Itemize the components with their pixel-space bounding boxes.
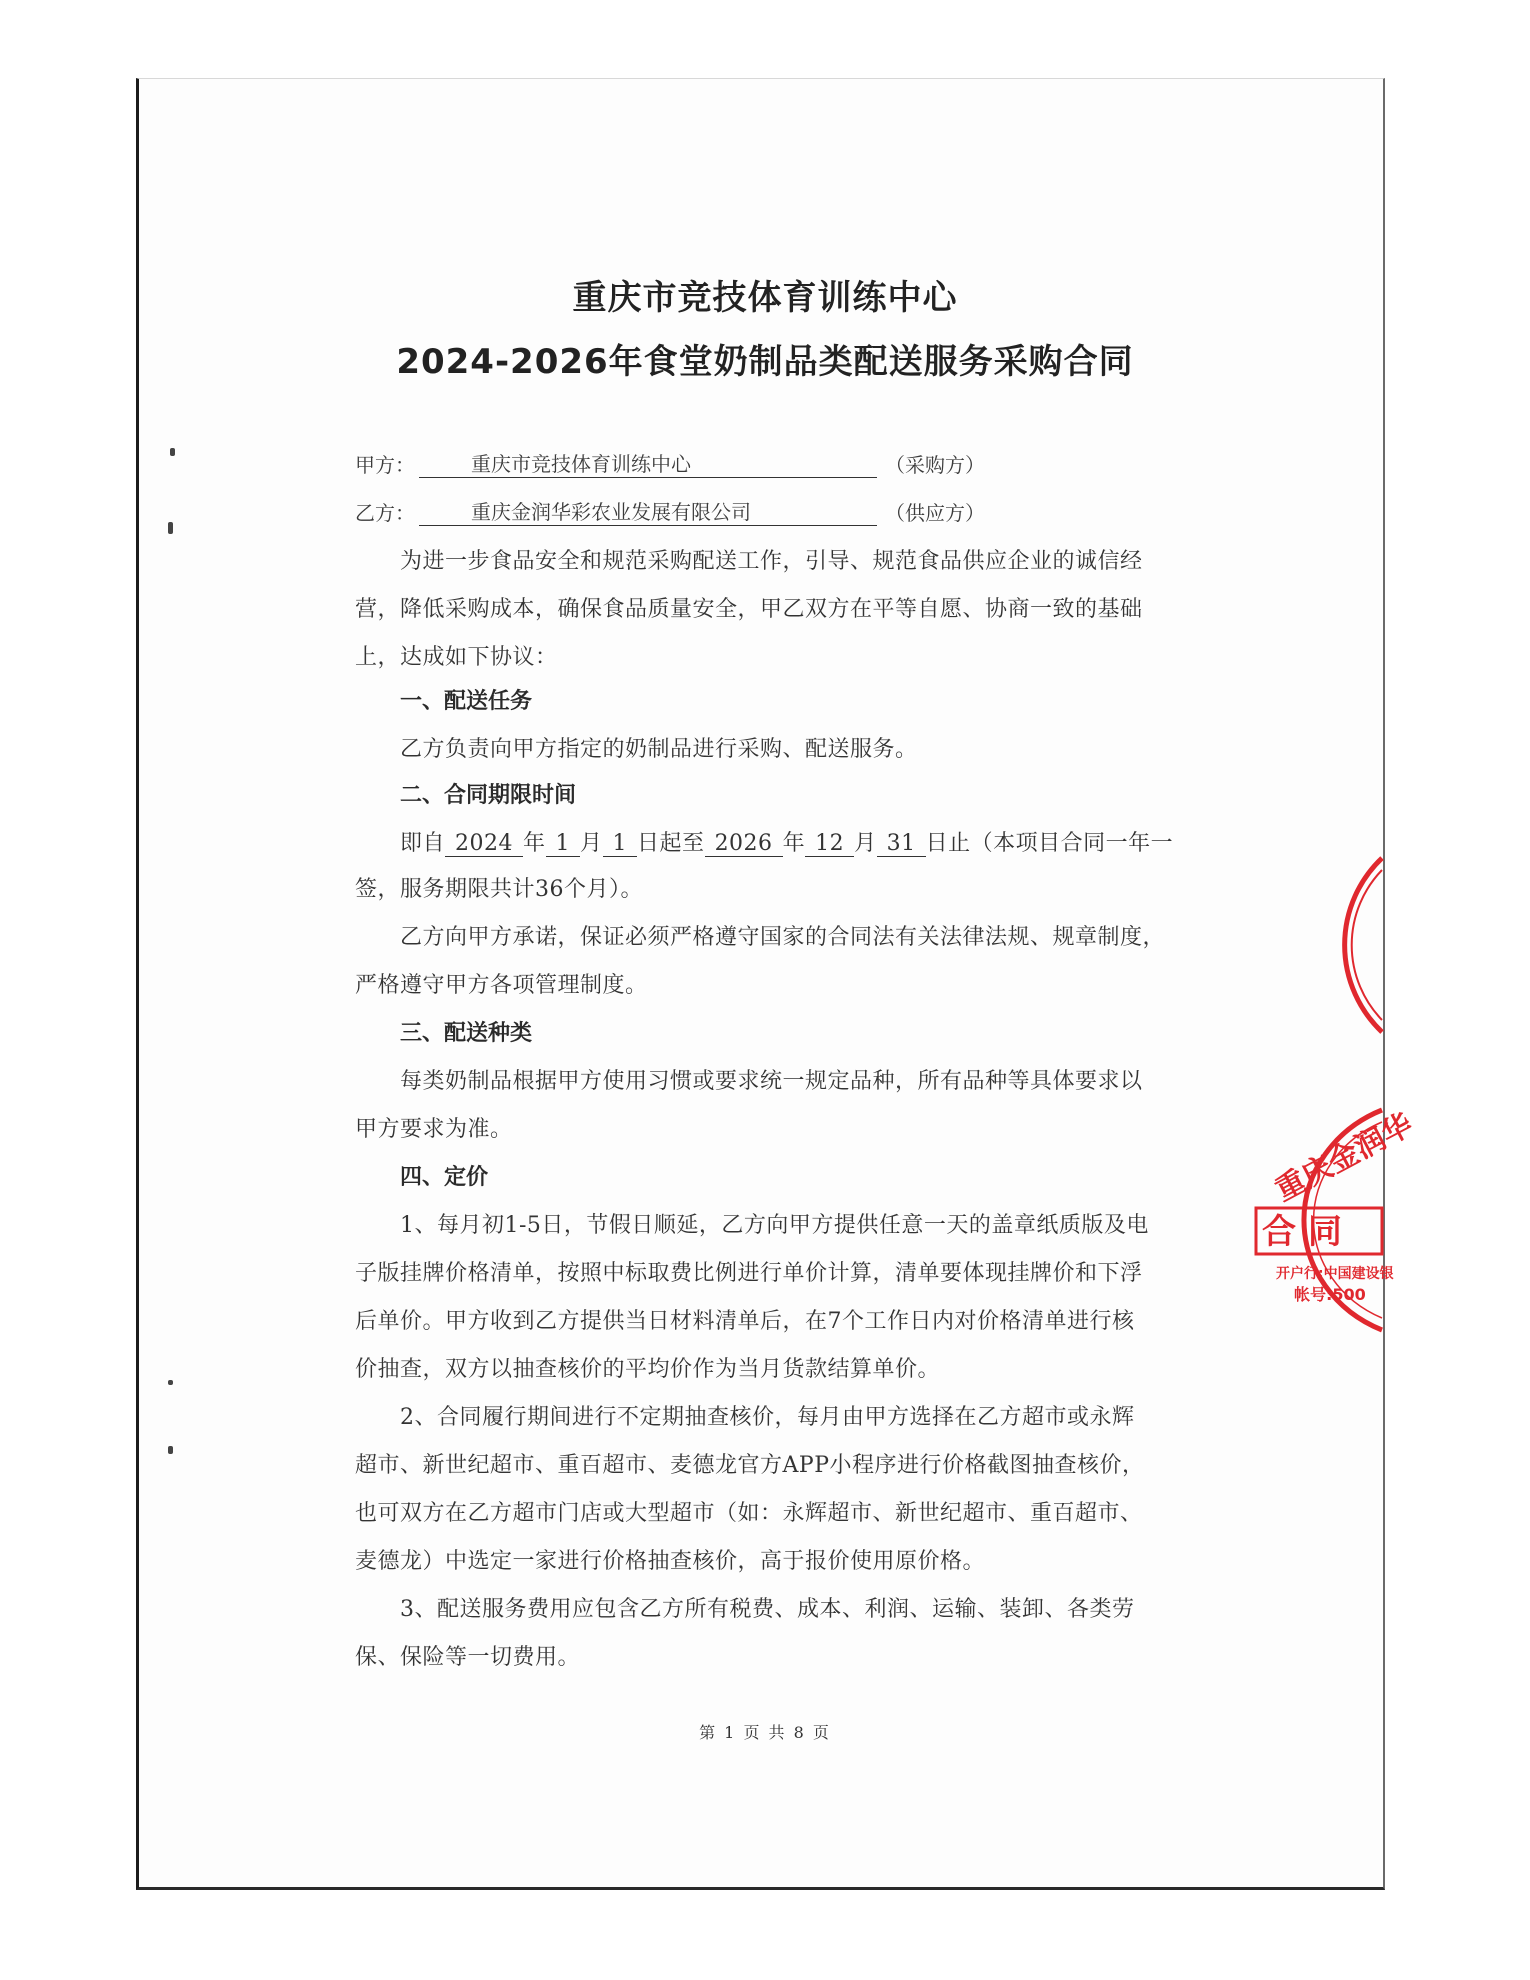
section-1-text: 乙方负责向甲方指定的奶制品进行采购、配送服务。	[400, 737, 918, 762]
pricing-item-1: 价抽查，双方以抽查核价的平均价作为当月货款结算单价。	[355, 1357, 941, 1382]
period-prefix: 即自	[400, 831, 446, 856]
end-day: 31	[877, 831, 926, 857]
end-month: 12	[805, 831, 854, 857]
company-seal	[1250, 1100, 1419, 1340]
section-1-heading: 一、配送任务	[400, 689, 533, 714]
contract-title-line1: 重庆市竞技体育训练中心	[572, 278, 958, 318]
section-3-heading: 三、配送种类	[400, 1021, 533, 1046]
scan-mark	[168, 1446, 173, 1454]
day-start-label: 日起至	[637, 831, 705, 856]
pricing-item-3: 3、配送服务费用应包含乙方所有税费、成本、利润、运输、装卸、各类劳	[400, 1597, 1135, 1622]
start-month: 1	[546, 831, 581, 857]
intro-line: 上，达成如下协议：	[355, 645, 558, 670]
pricing-item-2: 也可双方在乙方超市门店或大型超市（如：永辉超市、新世纪超市、重百超市、	[355, 1501, 1143, 1526]
seal-partial-top	[1340, 850, 1382, 1040]
section-4-heading: 四、定价	[400, 1165, 489, 1190]
party-a-role: （采购方）	[885, 453, 985, 477]
year-label: 年	[523, 831, 546, 856]
intro-line: 营，降低采购成本，确保食品质量安全，甲乙双方在平等自愿、协商一致的基础	[355, 597, 1143, 622]
section-2-text: 严格遵守甲方各项管理制度。	[355, 973, 648, 998]
scan-mark	[168, 1380, 173, 1385]
party-b-row	[355, 496, 985, 526]
month-label: 月	[580, 831, 603, 856]
party-b-label: 乙方：	[355, 501, 415, 525]
seal-account-line: 帐号:500	[1294, 1285, 1366, 1304]
start-day: 1	[603, 831, 638, 857]
pricing-item-2: 2、合同履行期间进行不定期抽查核价，每月由甲方选择在乙方超市或永辉	[400, 1405, 1135, 1430]
intro-line: 为进一步食品安全和规范采购配送工作，引导、规范食品供应企业的诚信经	[400, 549, 1143, 574]
party-a-row	[355, 448, 985, 478]
section-3-text: 甲方要求为准。	[355, 1117, 513, 1142]
party-b-name: 重庆金润华彩农业发展有限公司	[419, 496, 877, 526]
pricing-item-2: 超市、新世纪超市、重百超市、麦德龙官方APP小程序进行价格截图抽查核价，	[355, 1453, 1145, 1478]
contract-title-line2: 2024-2026年食堂奶制品类配送服务采购合同	[396, 342, 1134, 382]
end-year: 2026	[705, 831, 783, 857]
pricing-item-1: 1、每月初1-5日，节假日顺延，乙方向甲方提供任意一天的盖章纸质版及电	[400, 1213, 1149, 1238]
pricing-item-1: 子版挂牌价格清单，按照中标取费比例进行单价计算，清单要体现挂牌价和下浮	[355, 1261, 1143, 1286]
pricing-item-2: 麦德龙）中选定一家进行价格抽查核价，高于报价使用原价格。	[355, 1549, 986, 1574]
seal-company-text: 重庆金润华	[1269, 1107, 1419, 1209]
party-a-name: 重庆市竞技体育训练中心	[419, 448, 877, 478]
pricing-item-1: 后单价。甲方收到乙方提供当日材料清单后，在7个工作日内对价格清单进行核	[355, 1309, 1135, 1334]
seal-arc	[1345, 858, 1382, 1032]
scan-mark	[168, 522, 173, 534]
seal-contract-text: 合 同	[1262, 1212, 1342, 1252]
party-b-role: （供应方）	[885, 501, 985, 525]
section-2-heading: 二、合同期限时间	[400, 783, 577, 808]
seal-bank-line: 开户行:中国建设银	[1276, 1266, 1394, 1282]
month-label: 月	[854, 831, 877, 856]
scan-mark	[170, 448, 175, 456]
pricing-item-3: 保、保险等一切费用。	[355, 1645, 581, 1670]
page-number: 第 1 页 共 8 页	[699, 1723, 831, 1742]
section-2-text: 乙方向甲方承诺，保证必须严格遵守国家的合同法有关法律法规、规章制度，	[400, 925, 1166, 950]
party-a-label: 甲方：	[355, 453, 415, 477]
section-2-text: 签，服务期限共计36个月）。	[355, 877, 643, 902]
year-label: 年	[782, 831, 806, 856]
period-suffix: 日止（本项目合同一年一	[925, 831, 1174, 856]
section-3-text: 每类奶制品根据甲方使用习惯或要求统一规定品种，所有品种等具体要求以	[400, 1069, 1143, 1094]
contract-period-line	[400, 826, 1173, 857]
start-year: 2024	[445, 831, 523, 857]
